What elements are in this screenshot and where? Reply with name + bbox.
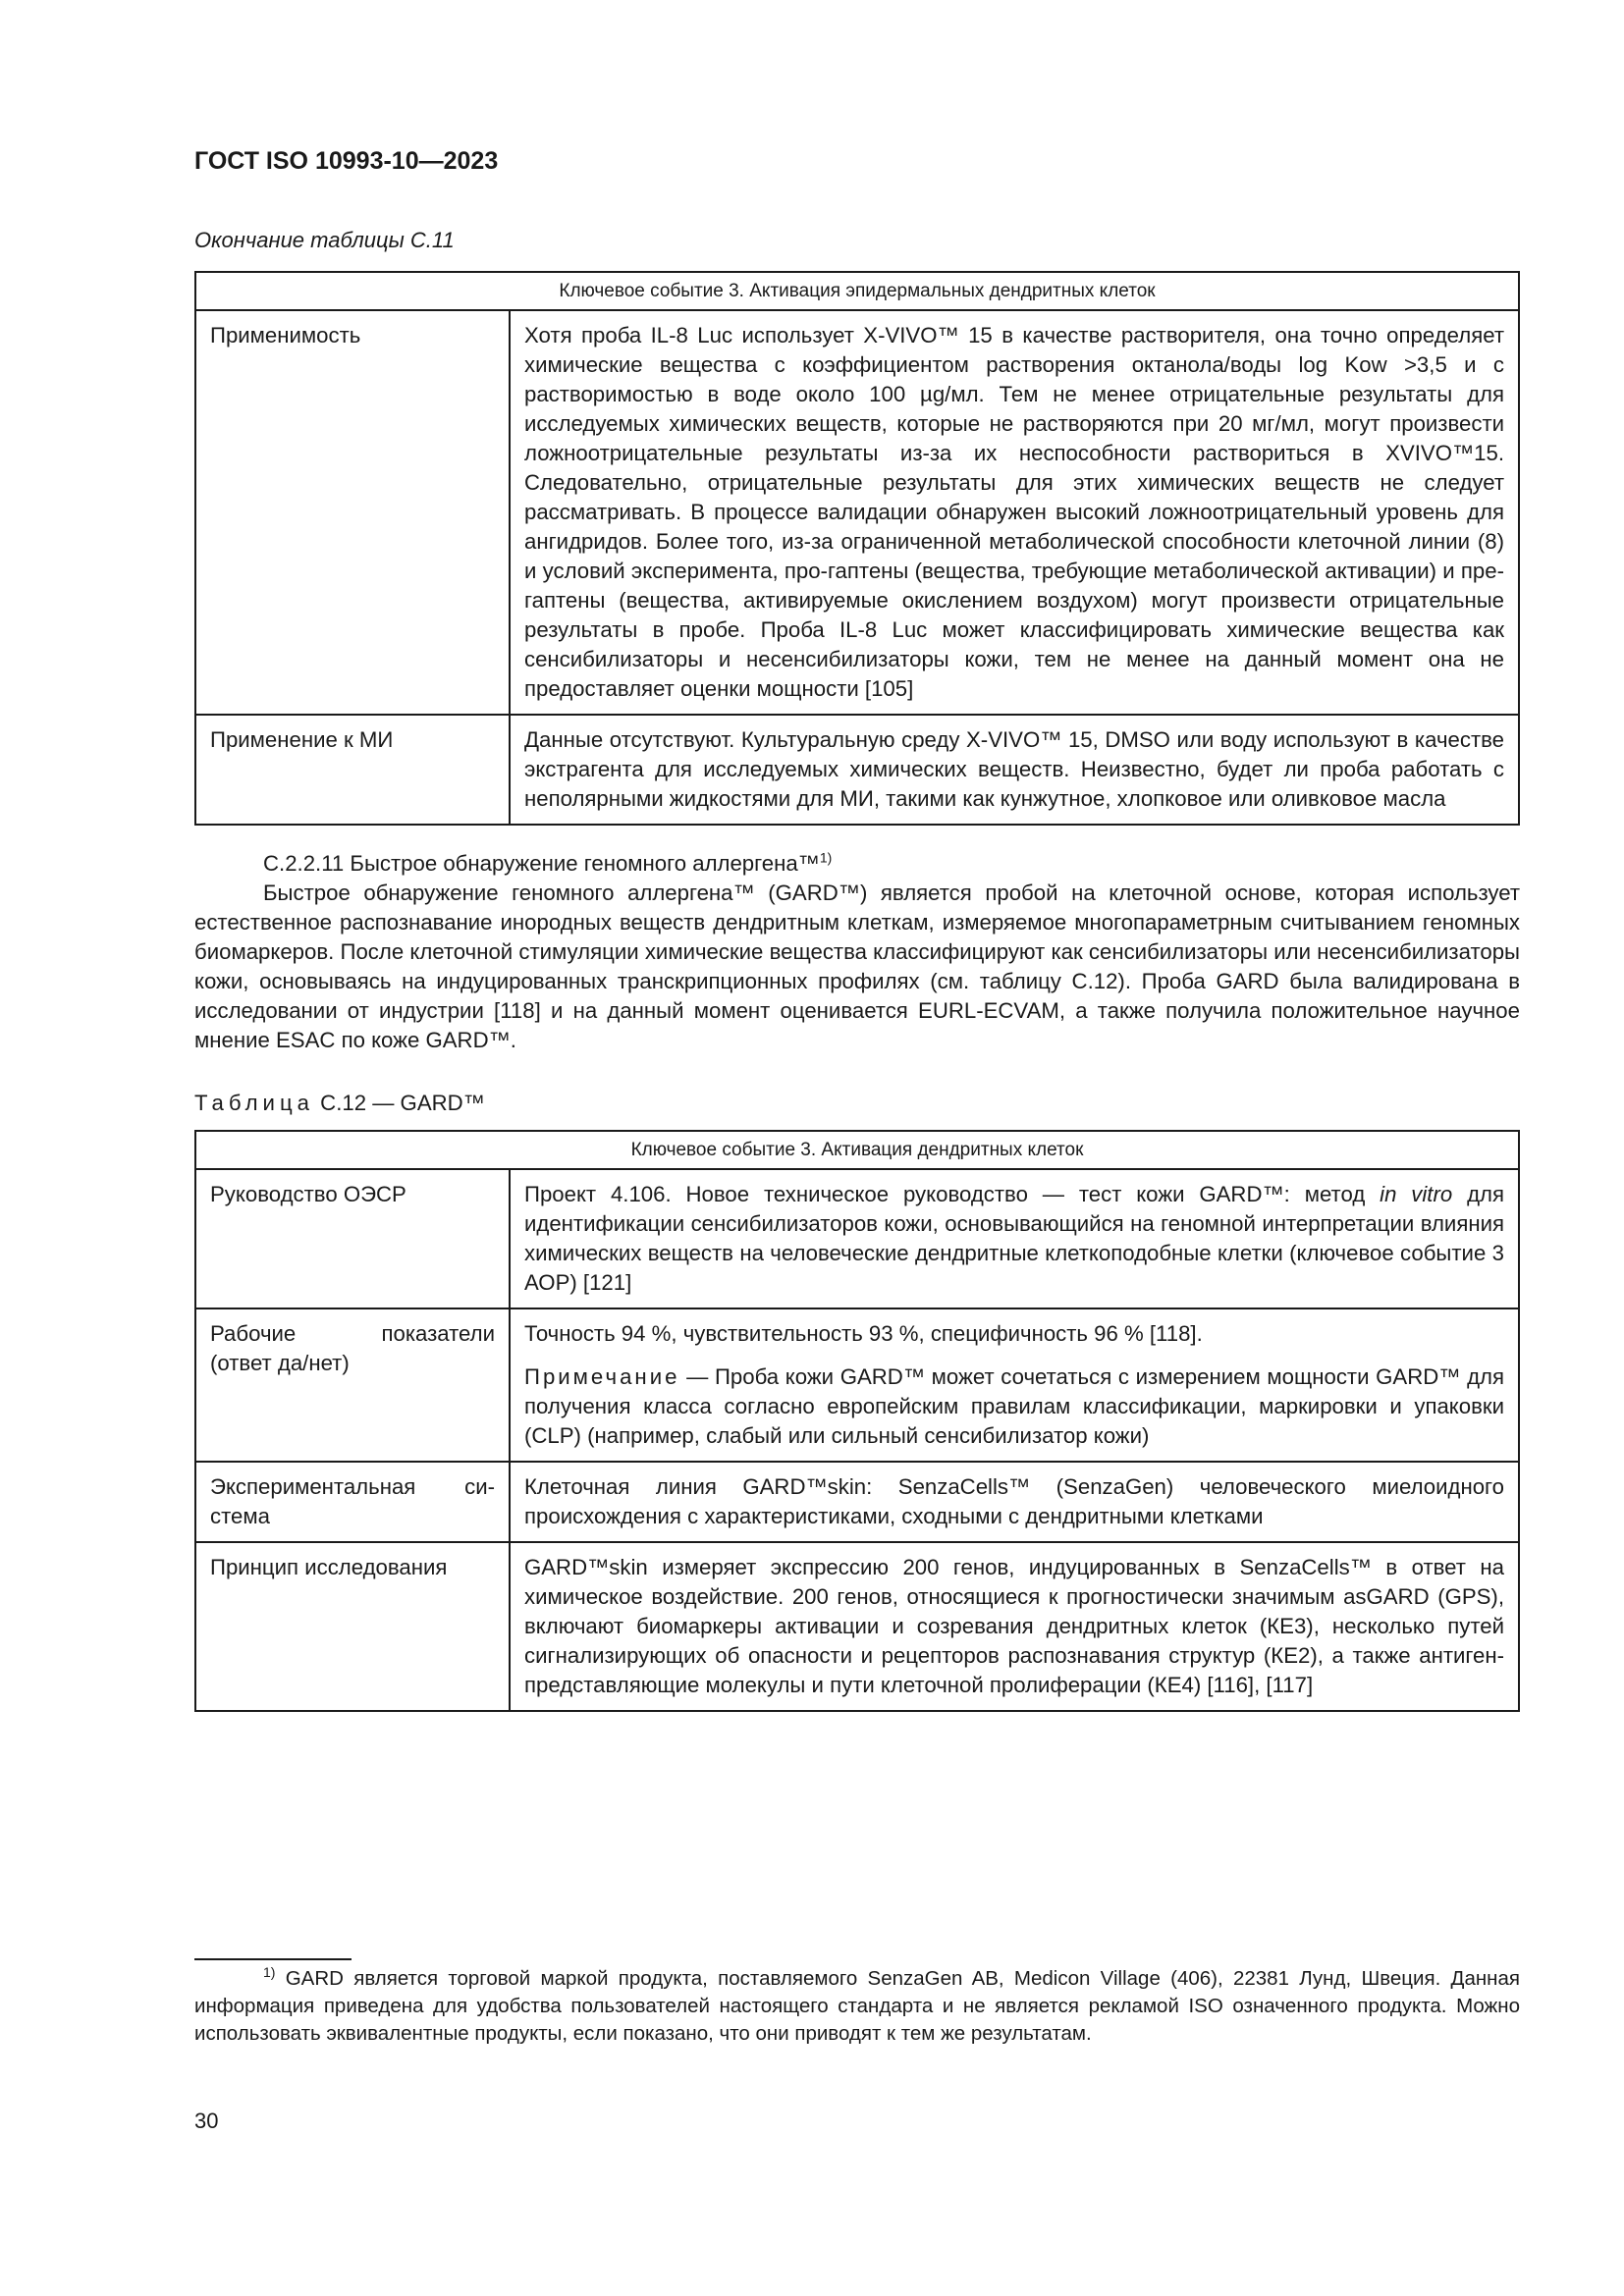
row-label-applicability: Применимость (195, 310, 510, 715)
document-header: ГОСТ ISO 10993-10—2023 (194, 147, 499, 175)
section-c2211 (194, 849, 1520, 1055)
note: Примечание — Проба кожи GARD™ может сочетаться с измерением мощности GARD™ для получения класса согласно европейским правилам классификации, маркировки и упаковки (CLP) (например, слабый или сильный сенсибилизатор кожи) (524, 1364, 1504, 1448)
row-text-medical-device: Данные отсутствуют. Культуральную среду X-VIVO™ 15, DMSO или воду используют в качестве экстрагента для исследуемых химических веществ. Неизвестно, будет ли проба работать с неполярными жидкостями для МИ, такими как кунжутное, хлопковое или оливковое масла (510, 715, 1519, 825)
footnote-text: GARD является торговой маркой продукта, поставляемого SenzaGen AB, Medicon Village (406), 22381 Лунд, Швеция. Данная информация приведена для удобства пользователей настоящего стандарта и не является рекламой ISO означенного продукта. Можно использовать эквивалентные продукты, если показано, что они приводят к тем же результатам. (194, 1967, 1520, 2045)
table-c11 (194, 271, 1520, 826)
table-row (195, 1169, 1519, 1308)
table-row (195, 1542, 1519, 1711)
document-page (194, 147, 1520, 1712)
section-body: Быстрое обнаружение геномного аллергена™ (GARD™) является пробой на клеточной основе, которая использует естественное распознавание инородных веществ дендритным клеткам, измеряемое многопараметрным считыванием геномных биомаркеров. После клеточной стимуляции химические вещества классифицируют как сенсибилизаторы или несенсибилизаторы кожи, основываясь на индуцированных транскрипционных профилях (см. таблицу С.12). Проба GARD была валидирована в исследовании от индустрии [118] и на данный момент оценивается EURL-ECVAM, а также получила положительное научное мнение ESAC по коже GARD™. (194, 881, 1520, 1052)
row-text-performance: Точность 94 %, чувствительность 93 %, специфичность 96 % [118]. Примечание — Проба кожи GARD™ может сочетаться с измерением мощности GARD™ для получения класса согласно европейским правилам классификации, маркировки и упаковки (CLP) (например, слабый или сильный сенсибилизатор кожи) (510, 1308, 1519, 1462)
table-c12-event-header: Ключевое событие 3. Активация дендритных клеток (195, 1131, 1519, 1169)
row-text-principle: GARD™skin измеряет экспрессию 200 генов, индуцированных в SenzaCells™ в ответ на химическое воздействие. 200 генов, относящиеся к прогностически значимым asGARD (GPS), включают биомаркеры активации и созревания дендритных клеток (КЕ3), несколько путей сигнализирующих об опасности и рецепторов распознавания структур (КЕ2), а также антиген-представляющие молекулы и пути клеточной пролиферации (КЕ4) [116], [117] (510, 1542, 1519, 1711)
footnote-ref: 1) (819, 849, 833, 866)
table-row (195, 715, 1519, 825)
table-c11-event-header: Ключевое событие 3. Активация эпидермальных дендритных клеток (195, 272, 1519, 310)
row-label-medical-device: Применение к МИ (195, 715, 510, 825)
footnote (194, 1965, 1520, 2048)
section-title: С.2.2.11 Быстрое обнаружение геномного аллергена™$^{1)}$ (263, 849, 833, 876)
table-c12-caption: Таблица С.12 — GARD™ (194, 1091, 485, 1115)
row-label-oecd: Руководство ОЭСР (195, 1169, 510, 1308)
page-number: 30 (194, 2109, 219, 2133)
table-continuation-caption: Окончание таблицы С.11 (194, 228, 455, 252)
row-text-system: Клеточная линия GARD™skin: SenzaCells™ (SenzaGen) человеческого миелоидного происхождения с характеристиками, сходными с дендритными клетками (510, 1462, 1519, 1542)
table-row (195, 310, 1519, 715)
row-text-applicability: Хотя проба IL-8 Luc использует X-VIVO™ 15 в качестве растворителя, она точно определяет химические вещества с коэффициентом растворения октанола/воды log Kow >3,5 и с растворимостью в воде около 100 µg/мл. Тем не менее отрицательные результаты для исследуемых химических веществ, которые не растворяются при 20 мг/мл, могут произвести ложноотрицательные результаты из-за их неспособности раствориться в XVIVO™15. Следовательно, отрицательные результаты для этих химических веществ не следует рассматривать. В процессе валидации обнаружен высокий ложноотрицательный уровень для ангидридов. Более того, из-за ограниченной метаболической способности клеточной линии (8) и условий эксперимента, про-гаптены (вещества, требующие метаболической активации) и пре-гаптены (вещества, активируемые окислением воздухом) могут произвести отрицательные результаты в пробе. Проба IL-8 Luc может классифицировать химические вещества как сенсибилизаторы и несенсибилизаторы кожи, тем не менее на данный момент она не предоставляет оценки мощности [105] (510, 310, 1519, 715)
footnote-marker: 1) (263, 1964, 276, 1981)
row-label-principle: Принцип исследования (195, 1542, 510, 1711)
table-c12 (194, 1130, 1520, 1712)
table-row (195, 1308, 1519, 1462)
footnote-rule (194, 1958, 352, 1960)
row-label-performance: Рабочие показатели (ответ да/нет) (195, 1308, 510, 1462)
row-label-system: Экспериментальная си- стема (195, 1462, 510, 1542)
row-text-oecd: Проект 4.106. Новое техническое руководство — тест кожи GARD™: метод in vitro для идентификации сенсибилизаторов кожи, основывающийся на геномной интерпретации влияния химических веществ на человеческие дендритные клеткоподобные клетки (ключевое событие 3 АОР) [121] (510, 1169, 1519, 1308)
table-row (195, 1462, 1519, 1542)
